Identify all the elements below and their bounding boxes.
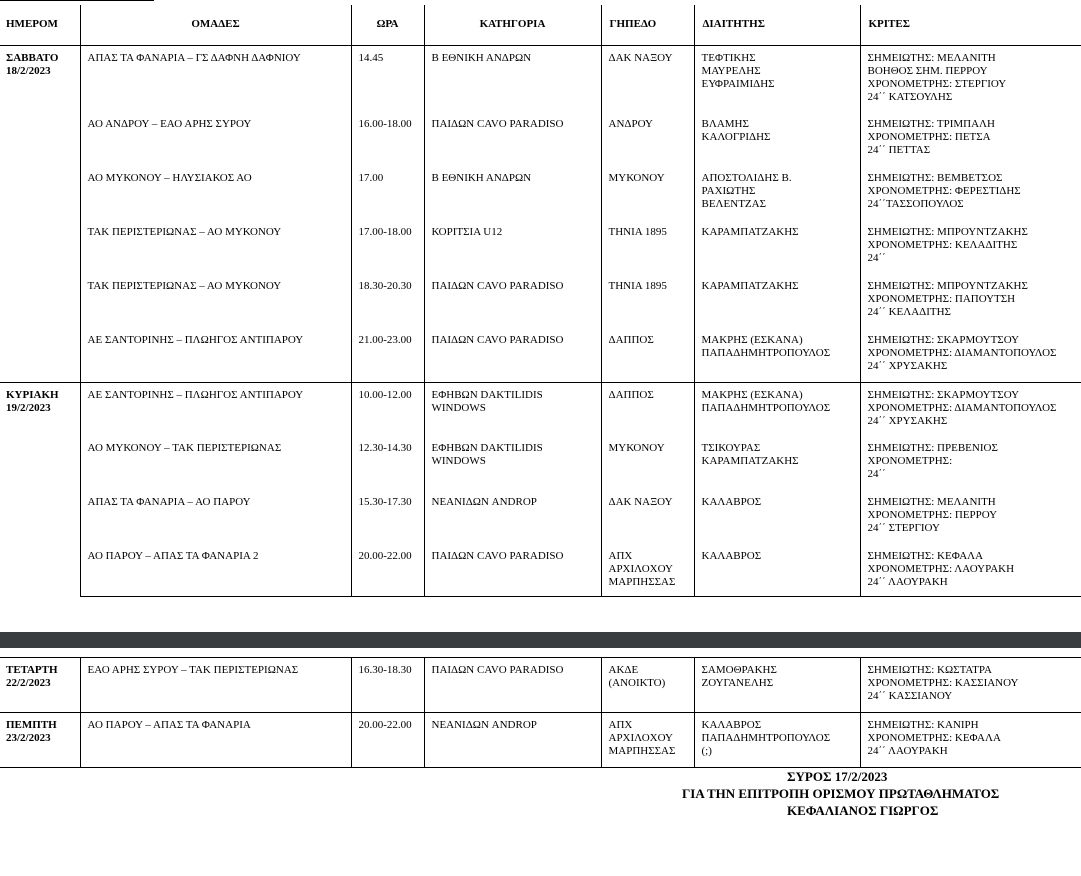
judges-cell-line: 24΄΄ ΛΑΟΥΡΑΚΗ — [867, 745, 948, 757]
time-cell: 20.00-22.00 — [351, 713, 424, 768]
header-referees: ΔΙΑΙΤΗΤΗΣ — [694, 5, 860, 45]
teams-cell: ΕΑΟ ΑΡΗΣ ΣΥΡΟΥ – ΤΑΚ ΠΕΡΙΣΤΕΡΙΩΝΑΣ — [80, 658, 351, 713]
referees-cell-line: ΚΑΡΑΜΠΑΤΖΑΚΗΣ — [701, 455, 799, 467]
judges-cell-line: 24΄΄ — [867, 468, 886, 480]
table-row — [0, 328, 1081, 382]
schedule-table — [0, 5, 1081, 597]
judges-cell-line: ΧΡΟΝΟΜΕΤΡΗΣ: ΣΤΕΡΓΙΟΥ — [867, 77, 1007, 90]
time-cell: 17.00 — [351, 166, 424, 220]
time-cell: 14.45 — [351, 45, 424, 112]
day-date: 23/2/2023 — [6, 732, 51, 744]
referees-cell — [694, 490, 860, 544]
referees-cell-line: ΡΑΧΙΩΤΗΣ — [701, 185, 756, 197]
referees-cell — [694, 328, 860, 382]
category-cell: ΠΑΙΔΩΝ CAVO PARADISO — [424, 658, 601, 713]
referees-cell-line: ΠΑΠΑΔΗΜΗΤΡΟΠΟΥΛΟΣ — [701, 732, 831, 744]
referees-cell-line: (;) — [701, 745, 712, 757]
referees-cell-line: ΚΑΛΑΒΡΟΣ — [701, 496, 762, 508]
category-cell: ΝΕΑΝΙΔΩΝ ANDROP — [424, 490, 601, 544]
court-cell: ΤΗΝΙΑ 1895 — [601, 220, 694, 274]
judges-cell-line: 24΄΄ — [867, 252, 886, 264]
referees-cell-line: ΜΑΥΡΕΛΗΣ — [701, 64, 761, 77]
judges-cell — [860, 274, 1081, 328]
referees-cell — [694, 382, 860, 436]
day-name: ΣΑΒΒΑΤΟ — [6, 51, 59, 64]
judges-cell-line: ΧΡΟΝΟΜΕΤΡΗΣ: ΠΕΤΣΑ — [867, 131, 991, 143]
judges-cell-line: ΧΡΟΝΟΜΕΤΡΗΣ: — [867, 455, 953, 467]
judges-cell-line: 24΄΄ ΚΕΛΑΔΙΤΗΣ — [867, 306, 951, 318]
time-cell: 12.30-14.30 — [351, 436, 424, 490]
referees-cell — [694, 112, 860, 166]
court-cell: ΑΠΧ ΑΡΧΙΛΟΧΟΥ ΜΑΡΠΗΣΣΑΣ — [601, 713, 694, 768]
judges-cell-line: 24΄΄ ΧΡΥΣΑΚΗΣ — [867, 360, 948, 372]
referees-cell-line: ΑΠΟΣΤΟΛΙΔΗΣ Β. — [701, 172, 792, 184]
judges-cell — [860, 112, 1081, 166]
judges-cell-line: 24΄΄ ΚΑΣΣΙΑΝΟΥ — [867, 690, 953, 702]
judges-cell-line: 24΄΄ΤΑΣΣΟΠΟΥΛΟΣ — [867, 198, 964, 210]
judges-cell — [860, 544, 1081, 596]
time-cell: 21.00-23.00 — [351, 328, 424, 382]
court-cell: ΑΠΧ ΑΡΧΙΛΟΧΟΥ ΜΑΡΠΗΣΣΑΣ — [601, 544, 694, 596]
category-cell: ΕΦΗΒΩΝ DAKTILIDIS WINDOWS — [424, 382, 601, 436]
category-cell: ΠΑΙΔΩΝ CAVO PARADISO — [424, 112, 601, 166]
section-divider — [0, 632, 1081, 648]
table-row — [0, 713, 1081, 768]
table-row — [0, 658, 1081, 713]
header-teams: ΟΜΑΔΕΣ — [80, 5, 351, 45]
referees-cell-line: ΠΑΠΑΔΗΜΗΤΡΟΠΟΥΛΟΣ — [701, 347, 831, 359]
referees-cell — [694, 436, 860, 490]
table-row — [0, 220, 1081, 274]
day-cell — [0, 658, 80, 713]
judges-cell-line: ΣΗΜΕΙΩΤΗΣ: ΜΕΛΑΝΙΤΗ — [867, 496, 996, 508]
judges-cell-line: 24΄΄ ΚΑΤΣΟΥΛΗΣ — [867, 90, 953, 103]
referees-cell-line: ΚΑΛΟΓΡΙΔΗΣ — [701, 131, 771, 143]
judges-cell — [860, 220, 1081, 274]
teams-cell: ΤΑΚ ΠΕΡΙΣΤΕΡΙΩΝΑΣ – ΑΟ ΜΥΚΟΝΟΥ — [80, 220, 351, 274]
top-rule — [0, 0, 154, 1]
judges-cell-line: 24΄΄ ΠΕΤΤΑΣ — [867, 144, 931, 156]
referees-cell-line: ΚΑΛΑΒΡΟΣ — [701, 550, 762, 562]
schedule-body — [0, 45, 1081, 596]
table-row — [0, 166, 1081, 220]
time-cell: 18.30-20.30 — [351, 274, 424, 328]
teams-cell: ΑΟ ΜΥΚΟΝΟΥ – ΗΛΥΣΙΑΚΟΣ ΑΟ — [80, 166, 351, 220]
table-row — [0, 544, 1081, 596]
judges-cell-line: ΣΗΜΕΙΩΤΗΣ: ΤΡΙΜΠΑΛΗ — [867, 118, 995, 130]
court-cell: ΤΗΝΙΑ 1895 — [601, 274, 694, 328]
referees-cell-line: ΜΑΚΡΗΣ (ΕΣΚΑΝΑ) — [701, 334, 803, 346]
court-cell: ΔΑΚ ΝΑΞΟΥ — [601, 490, 694, 544]
referees-cell — [694, 166, 860, 220]
court-cell: ΜΥΚΟΝΟΥ — [601, 436, 694, 490]
judges-cell-line: 24΄΄ ΛΑΟΥΡΑΚΗ — [867, 576, 948, 588]
category-cell: ΚΟΡΙΤΣΙΑ U12 — [424, 220, 601, 274]
referees-cell-line: ΚΑΛΑΒΡΟΣ — [701, 719, 762, 731]
referees-cell — [694, 274, 860, 328]
judges-cell-line: ΣΗΜΕΙΩΤΗΣ: ΜΕΛΑΝΙΤΗ — [867, 51, 996, 64]
footer-committee: ΓΙΑ ΤΗΝ ΕΠΙΤΡΟΠΗ ΟΡΙΣΜΟΥ ΠΡΩΤΑΘΛΗΜΑΤΟΣ — [682, 786, 1000, 801]
referees-cell-line: ΖΟΥΓΑΝΕΛΗΣ — [701, 677, 774, 689]
header-court: ΓΗΠΕΔΟ — [601, 5, 694, 45]
time-cell: 20.00-22.00 — [351, 544, 424, 596]
category-cell: ΝΕΑΝΙΔΩΝ ANDROP — [424, 713, 601, 768]
judges-cell — [860, 328, 1081, 382]
day-cell — [0, 382, 80, 596]
judges-cell-line: ΣΗΜΕΙΩΤΗΣ: ΣΚΑΡΜΟΥΤΣΟΥ — [867, 388, 1020, 401]
header-judges: ΚΡΙΤΕΣ — [860, 5, 1081, 45]
court-cell: ΔΑΠΠΟΣ — [601, 328, 694, 382]
table-row — [0, 274, 1081, 328]
table-row — [0, 490, 1081, 544]
category-cell: Β ΕΘΝΙΚΗ ΑΝΔΡΩΝ — [424, 166, 601, 220]
referees-cell-line: ΚΑΡΑΜΠΑΤΖΑΚΗΣ — [701, 280, 799, 292]
judges-cell — [860, 713, 1081, 768]
referees-cell-line: ΤΕΦΤΙΚΗΣ — [701, 51, 756, 64]
table-row — [0, 45, 1081, 112]
judges-cell-line: ΧΡΟΝΟΜΕΤΡΗΣ: ΠΑΠΟΥΤΣΗ — [867, 293, 1016, 305]
court-cell: ΔΑΚ ΝΑΞΟΥ — [601, 45, 694, 112]
judges-cell — [860, 436, 1081, 490]
referees-cell — [694, 658, 860, 713]
judges-cell-line: ΣΗΜΕΙΩΤΗΣ: ΠΡΕΒΕΝΙΟΣ — [867, 442, 998, 454]
teams-cell: ΑΠΑΣ ΤΑ ΦΑΝΑΡΙΑ – ΑΟ ΠΑΡΟΥ — [80, 490, 351, 544]
teams-cell: ΑΟ ΠΑΡΟΥ – ΑΠΑΣ ΤΑ ΦΑΝΑΡΙΑ 2 — [80, 544, 351, 596]
judges-cell-line: ΣΗΜΕΙΩΤΗΣ: ΚΩΣΤΑΤΡΑ — [867, 664, 992, 676]
day-cell — [0, 713, 80, 768]
judges-cell-line: ΣΗΜΕΙΩΤΗΣ: ΒΕΜΒΕΤΣΟΣ — [867, 172, 1003, 184]
referees-cell — [694, 45, 860, 112]
teams-cell: ΑΟ ΜΥΚΟΝΟΥ – ΤΑΚ ΠΕΡΙΣΤΕΡΙΩΝΑΣ — [80, 436, 351, 490]
judges-cell-line: ΣΗΜΕΙΩΤΗΣ: ΜΠΡΟΥΝΤΖΑΚΗΣ — [867, 226, 1028, 238]
judges-cell — [860, 166, 1081, 220]
day-name: ΠΕΜΠΤΗ — [6, 719, 57, 731]
judges-cell-line: ΧΡΟΝΟΜΕΤΡΗΣ: ΦΕΡΕΣΤΙΔΗΣ — [867, 185, 1021, 197]
table-row — [0, 382, 1081, 436]
judges-cell-line: ΧΡΟΝΟΜΕΤΡΗΣ: ΚΕΦΑΛΑ — [867, 732, 1001, 744]
judges-cell-line: 24΄΄ ΣΤΕΡΓΙΟΥ — [867, 522, 940, 534]
time-cell: 10.00-12.00 — [351, 382, 424, 436]
judges-cell — [860, 382, 1081, 436]
judges-cell-line: ΣΗΜΕΙΩΤΗΣ: ΚΑΝΙΡΗ — [867, 719, 979, 731]
footer-signatory: ΚΕΦΑΛΙΑΝΟΣ ΓΙΩΡΓΟΣ — [787, 803, 939, 818]
referees-cell-line: ΒΕΛΕΝΤΖΑΣ — [701, 198, 766, 210]
header-day: ΗΜΕΡΟΜ — [0, 5, 80, 45]
judges-cell-line: 24΄΄ ΧΡΥΣΑΚΗΣ — [867, 414, 948, 427]
judges-cell — [860, 45, 1081, 112]
referees-cell-line: ΚΑΡΑΜΠΑΤΖΑΚΗΣ — [701, 226, 799, 238]
time-cell: 16.30-18.30 — [351, 658, 424, 713]
teams-cell: ΤΑΚ ΠΕΡΙΣΤΕΡΙΩΝΑΣ – ΑΟ ΜΥΚΟΝΟΥ — [80, 274, 351, 328]
referees-cell-line: ΜΑΚΡΗΣ (ΕΣΚΑΝΑ) — [701, 388, 803, 401]
court-cell: ΔΑΠΠΟΣ — [601, 382, 694, 436]
day-date: 22/2/2023 — [6, 677, 51, 689]
schedule-table-midweek — [0, 657, 1081, 768]
category-cell: ΠΑΙΔΩΝ CAVO PARADISO — [424, 544, 601, 596]
referees-cell-line: ΕΥΦΡΑΙΜΙΔΗΣ — [701, 77, 775, 90]
referees-cell-line: ΣΑΜΟΘΡΑΚΗΣ — [701, 664, 777, 676]
schedule-body-midweek — [0, 658, 1081, 768]
referees-cell-line: ΒΛΑΜΗΣ — [701, 118, 749, 130]
day-cell — [0, 45, 80, 382]
category-cell: ΠΑΙΔΩΝ CAVO PARADISO — [424, 328, 601, 382]
referees-cell — [694, 713, 860, 768]
time-cell: 17.00-18.00 — [351, 220, 424, 274]
judges-cell-line: ΧΡΟΝΟΜΕΤΡΗΣ: ΠΕΡΡΟΥ — [867, 509, 998, 521]
teams-cell: ΑΟ ΠΑΡΟΥ – ΑΠΑΣ ΤΑ ΦΑΝΑΡΙΑ — [80, 713, 351, 768]
category-cell: Β ΕΘΝΙΚΗ ΑΝΔΡΩΝ — [424, 45, 601, 112]
judges-cell-line: ΣΗΜΕΙΩΤΗΣ: ΣΚΑΡΜΟΥΤΣΟΥ — [867, 334, 1020, 346]
footer-place-date: ΣΥΡΟΣ 17/2/2023 — [787, 769, 888, 784]
header-category: ΚΑΤΗΓΟΡΙΑ — [424, 5, 601, 45]
court-cell: ΜΥΚΟΝΟΥ — [601, 166, 694, 220]
referees-cell — [694, 544, 860, 596]
court-cell: ΑΝΔΡΟΥ — [601, 112, 694, 166]
teams-cell: ΑΠΑΣ ΤΑ ΦΑΝΑΡΙΑ – ΓΣ ΔΑΦΝΗ ΔΑΦΝΙΟΥ — [80, 45, 351, 112]
judges-cell-line: ΧΡΟΝΟΜΕΤΡΗΣ: ΔΙΑΜΑΝΤΟΠΟΥΛΟΣ — [867, 401, 1057, 414]
judges-cell-line: ΧΡΟΝΟΜΕΤΡΗΣ: ΔΙΑΜΑΝΤΟΠΟΥΛΟΣ — [867, 347, 1057, 359]
judges-cell-line: ΒΟΗΘΟΣ ΣΗΜ. ΠΕΡΡΟΥ — [867, 64, 988, 77]
time-cell: 15.30-17.30 — [351, 490, 424, 544]
table-row — [0, 112, 1081, 166]
judges-cell — [860, 658, 1081, 713]
time-cell: 16.00-18.00 — [351, 112, 424, 166]
header-time: ΩΡΑ — [351, 5, 424, 45]
judges-cell — [860, 490, 1081, 544]
judges-cell-line: ΧΡΟΝΟΜΕΤΡΗΣ: ΚΑΣΣΙΑΝΟΥ — [867, 677, 1019, 689]
judges-cell-line: ΣΗΜΕΙΩΤΗΣ: ΜΠΡΟΥΝΤΖΑΚΗΣ — [867, 280, 1028, 292]
teams-cell: ΑΕ ΣΑΝΤΟΡΙΝΗΣ – ΠΛΩΗΓΟΣ ΑΝΤΙΠΑΡΟΥ — [80, 328, 351, 382]
judges-cell-line: ΣΗΜΕΙΩΤΗΣ: ΚΕΦΑΛΑ — [867, 550, 984, 562]
court-cell: ΑΚΔΕ (ΑΝΟΙΚΤΟ) — [601, 658, 694, 713]
teams-cell: ΑΟ ΑΝΔΡΟΥ – ΕΑΟ ΑΡΗΣ ΣΥΡΟΥ — [80, 112, 351, 166]
table-row — [0, 436, 1081, 490]
category-cell: ΠΑΙΔΩΝ CAVO PARADISO — [424, 274, 601, 328]
judges-cell-line: ΧΡΟΝΟΜΕΤΡΗΣ: ΚΕΛΑΔΙΤΗΣ — [867, 239, 1018, 251]
referees-cell-line: ΠΑΠΑΔΗΜΗΤΡΟΠΟΥΛΟΣ — [701, 401, 831, 414]
header-row — [0, 5, 1081, 45]
category-cell: ΕΦΗΒΩΝ DAKTILIDIS WINDOWS — [424, 436, 601, 490]
referees-cell — [694, 220, 860, 274]
day-date: 18/2/2023 — [6, 64, 51, 77]
teams-cell: ΑΕ ΣΑΝΤΟΡΙΝΗΣ – ΠΛΩΗΓΟΣ ΑΝΤΙΠΑΡΟΥ — [80, 382, 351, 436]
day-date: 19/2/2023 — [6, 401, 51, 414]
day-name: ΤΕΤΑΡΤΗ — [6, 664, 58, 676]
referees-cell-line: ΤΣΙΚΟΥΡΑΣ — [701, 442, 761, 454]
judges-cell-line: ΧΡΟΝΟΜΕΤΡΗΣ: ΛΑΟΥΡΑΚΗ — [867, 563, 1015, 575]
day-name: ΚΥΡΙΑΚΗ — [6, 388, 59, 401]
